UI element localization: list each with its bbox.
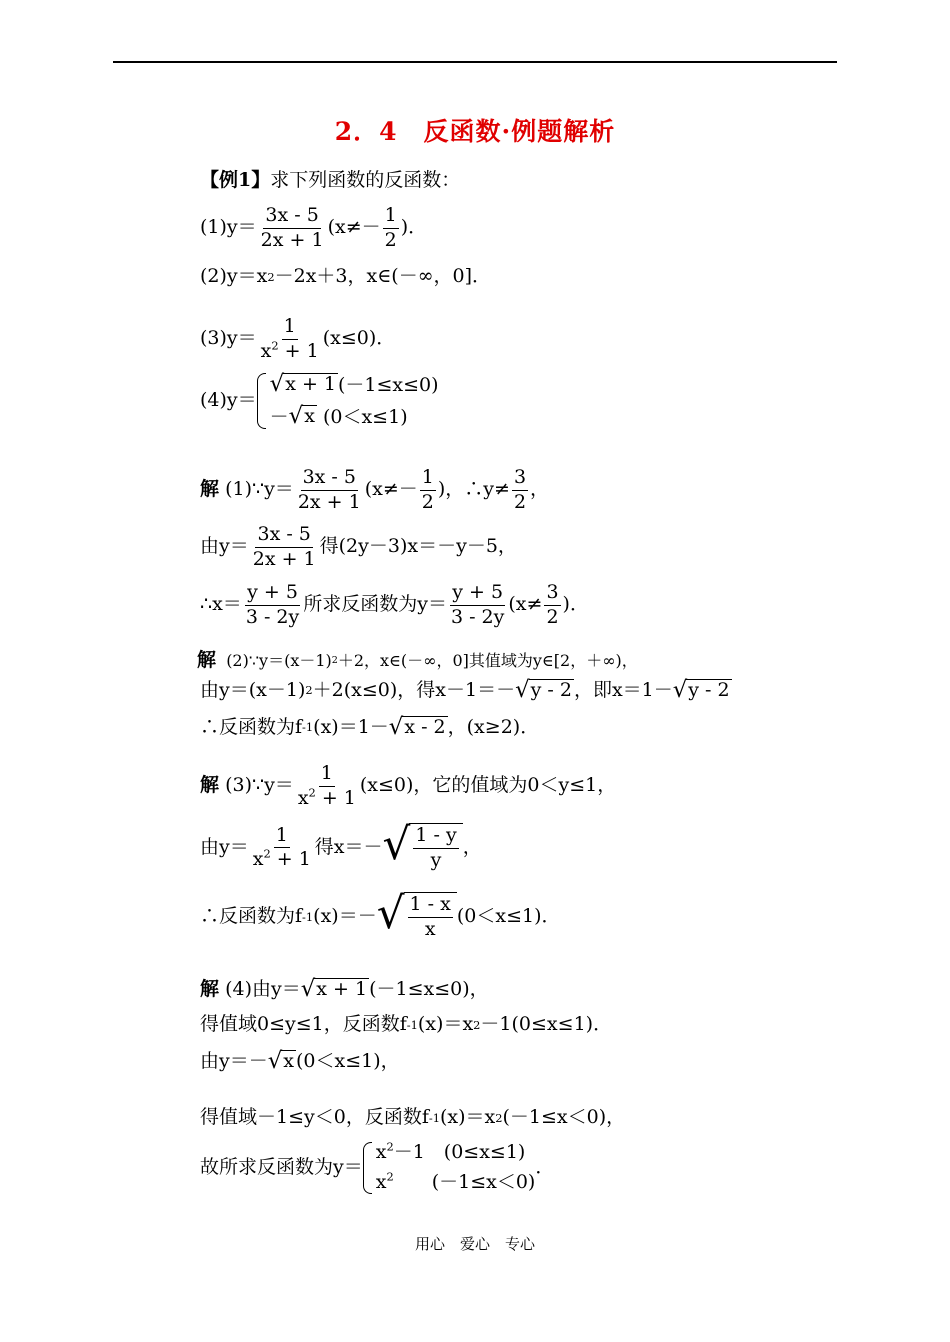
solution-4-line-3: 由y＝－ √ x (0＜x≤1)， — [200, 1048, 400, 1074]
piecewise-brace: √ x + 1 (－1≤x≤0) － √ x (0＜x≤1) — [257, 373, 439, 429]
solution-1-line-1: 解 (1)∵y＝ $\frac{3x - 5}{2x + 1}$ (x≠－ $\frac{1}{2}$ )，∴y≠ $\frac{3}{2}$ ， — [200, 466, 550, 513]
radical: √ x - 2 — [388, 714, 446, 740]
solution-3-line-1: 解 (3)∵y＝ $\frac{1}{x^2 + 1}$ (x≤0)，它的值域为0＜y≤1， — [200, 762, 617, 809]
radical: √ x — [288, 402, 315, 429]
problem-2: (2)y＝x 2 －2x＋3，x∈(－∞，0]． — [200, 265, 492, 287]
example-prompt — [200, 170, 460, 192]
solution-1-line-2: 由y＝ $\frac{3x - 5}{2x + 1}$ 得(2y－3)x＝－y－5， — [200, 523, 517, 570]
header-rule — [113, 61, 837, 63]
problem-3-fraction: $\frac{1}{x^2 + 1}$ — [260, 315, 319, 362]
solution-label: 解 — [197, 649, 217, 671]
page-title: 2．4 反函数·例题解析 — [334, 117, 616, 146]
piecewise-brace: $x^2-1$ (0≤x≤1) $x^2$ (－1≤x＜0) — [363, 1142, 536, 1194]
problem-1: (1)y＝ $\frac{3x - 5}{2x + 1}$ (x≠－ $\frac{1}{2}$ )． — [200, 204, 428, 251]
problem-1-prefix: (1)y＝ — [200, 216, 257, 239]
page-footer: 用心 爱心 专心 — [414, 1235, 535, 1253]
solution-3-line-3: ∴反函数为f -1 (x)＝－ √ $\frac{1 - x}{x}$ (0＜x≤1)． — [200, 888, 561, 940]
radical: √ $\frac{1 - x}{x}$ — [377, 892, 457, 942]
radical: √ $\frac{1 - y}{y}$ — [383, 823, 463, 873]
problem-4: (4)y＝ √ x + 1 (－1≤x≤0) － √ x (0＜x≤1) — [200, 371, 439, 429]
solution-4-line-4: 得值域－1≤y＜0，反函数f -1 (x)＝x 2 (－1≤x＜0)， — [200, 1106, 626, 1128]
solution-4-line-5: 故所求反函数为y＝ $x^2-1$ (0≤x≤1) $x^2$ (－1≤x＜0) ． — [200, 1139, 555, 1193]
radical: √ x — [267, 1048, 294, 1074]
radical: √ x + 1 — [269, 371, 336, 397]
solution-4-line-1: 解 (4)由y＝ √ x + 1 (－1≤x≤0)， — [200, 976, 489, 1002]
solution-label: 解 — [200, 977, 220, 1000]
problem-1-condition: (x≠－ — [327, 216, 381, 239]
solution-2-line-2: 由y＝(x－1) 2 ＋2(x≤0)，得x－1＝－ √ y - 2 ，即x＝1－ √ y - 2 — [200, 677, 730, 703]
solution-2-line-1: 解 (2)∵y＝(x－1) 2 ＋2，x∈(－∞，0]其值域为y∈[2，＋∞)， — [197, 649, 638, 671]
solution-2-line-3: ∴反函数为f -1 (x)＝1－ √ x - 2 ，(x≥2)． — [200, 714, 540, 740]
solution-1-line-3: ∴x＝ $\frac{y + 5}{3 - 2y}$ 所求反函数为y＝ $\frac{y + 5}{3 - 2y}$ (x≠ $\frac{3}{2}$ )． — [200, 581, 589, 628]
solution-3-line-2: 由y＝ $\frac{1}{x^2 + 1}$ 得x＝－ √ $\frac{1 - y}{y}$ ， — [200, 819, 482, 871]
solution-label: 解 — [200, 774, 220, 797]
problem-3: (3)y＝ $\frac{1}{x^2 + 1}$ (x≤0)． — [200, 315, 396, 362]
problem-1-fraction: $\frac{3x - 5}{2x + 1}$ — [260, 204, 324, 251]
example-prompt-text: 求下列函数的反函数： — [270, 169, 461, 191]
problem-1-cond-fraction: $\frac{1}{2}$ — [384, 204, 397, 251]
solution-label: 解 — [200, 478, 220, 501]
radical: √ y - 2 — [672, 677, 730, 703]
radical: √ y - 2 — [515, 677, 572, 703]
radical: √ x + 1 — [300, 976, 368, 1002]
solution-4-line-2: 得值域0≤y≤1，反函数f -1 (x)＝x 2 －1(0≤x≤1)． — [200, 1013, 613, 1035]
example-label: 【例1】 — [200, 169, 271, 191]
